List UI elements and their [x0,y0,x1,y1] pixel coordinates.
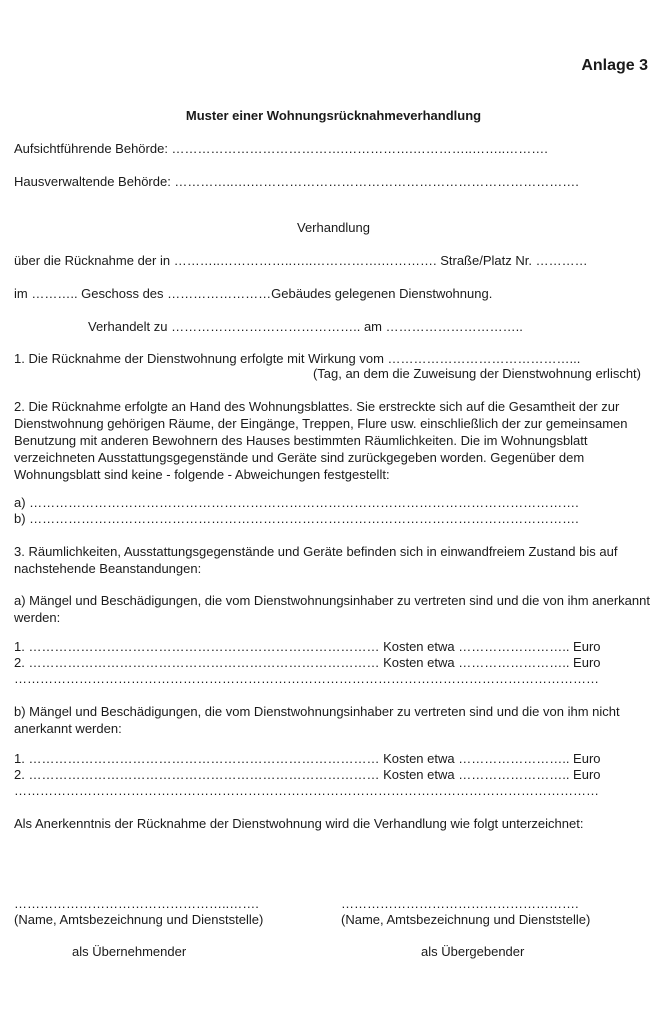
item-3a-text: a) Mängel und Beschädigungen, die vom Dienstwohnungsinhaber zu vertreten sind und die von ihm anerkannt werden: [14,593,650,625]
item-3b-cost-2: 2. ……………………………………………………………………… Kosten etwa …………………….. Euro [14,767,601,782]
signature-left-line: …………………………………………..……. [14,896,259,911]
deviation-b-line: b) ………………………………………………………………………………………………………………. [14,511,579,526]
item-3-text: 3. Räumlichkeiten, Ausstattungsgegenstände und Geräte befinden sich in einwandfreiem Zustand bis auf nachstehende Beanstandungen: [14,544,618,576]
signature-right-role: als Übergebender [421,944,525,959]
item-3b-text: b) Mängel und Beschädigungen, die vom Dienstwohnungsinhaber zu vertreten sind und die von ihm nicht anerkannt werden: [14,704,620,736]
item-3b-cost-1: 1. ……………………………………………………………………… Kosten etwa …………………….. Euro [14,751,601,766]
item-1-text: 1. Die Rücknahme der Dienstwohnung erfolgte mit Wirkung vom ……………………………………... [14,351,581,366]
deviation-a-line: a) ………………………………………………………………………………………………………………. [14,495,579,510]
signature-left-role: als Übernehmender [72,944,187,959]
item-3a-dots: ……………………………………………………………………………………………………………………… [14,671,599,686]
item-3a-cost-2: 2. ……………………………………………………………………… Kosten etwa …………………….. Euro [14,655,601,670]
document-title: Muster einer Wohnungsrücknahmeverhandlung [185,108,482,123]
appendix-label: Anlage 3 [581,57,648,74]
item-1-note: (Tag, an dem die Zuweisung der Dienstwohnung erlischt) [312,366,641,381]
floor-line: im ……….. Geschoss des ……………………Gebäudes gelegenen Dienstwohnung. [14,286,493,301]
section-heading-verhandlung: Verhandlung [296,220,370,235]
managing-authority-line: Hausverwaltende Behörde: …………..….…………………………………………………………………. [14,174,579,189]
item-3b-dots: ……………………………………………………………………………………………………………………… [14,783,599,798]
item-3a-cost-1: 1. ……………………………………………………………………… Kosten etwa …………………….. Euro [14,639,601,654]
acknowledgement-text: Als Anerkenntnis der Rücknahme der Dienstwohnung wird die Verhandlung wie folgt unterzeichnet: [14,816,584,831]
signature-right-line: ………………………………………………. [341,896,579,911]
item-2-text: 2. Die Rücknahme erfolgte an Hand des Wohnungsblattes. Sie erstreckte sich auf die Gesamtheit der zur Dienstwohnung gehörigen Räume, der Eingänge, Treppen, Flure usw. einschließlich der zur gemeinsamen Benutzung mit anderen Bewohnern des Hauses bestimmten Räumlichkeiten. Die im Wohnungsblatt verzeichneten Ausstattungsgegenstände und Geräte sind zurückgegeben worden. Gegenüber dem Wohnungsblatt sind keine - folgende - Abweichungen festgestellt: [14,399,628,482]
signature-left-caption: (Name, Amtsbezeichnung und Dienststelle) [14,912,264,927]
signature-right-caption: (Name, Amtsbezeichnung und Dienststelle) [341,912,591,927]
negotiated-at-line: Verhandelt zu …………………………………….. am ………………………….. [88,319,523,334]
street-line: über die Rücknahme der in ………..……………..…..…………….…………. Straße/Platz Nr. ………… [14,253,588,268]
supervising-authority-line: Aufsichtführende Behörde: ………………………………….…………….…………..……..………. [14,141,548,156]
